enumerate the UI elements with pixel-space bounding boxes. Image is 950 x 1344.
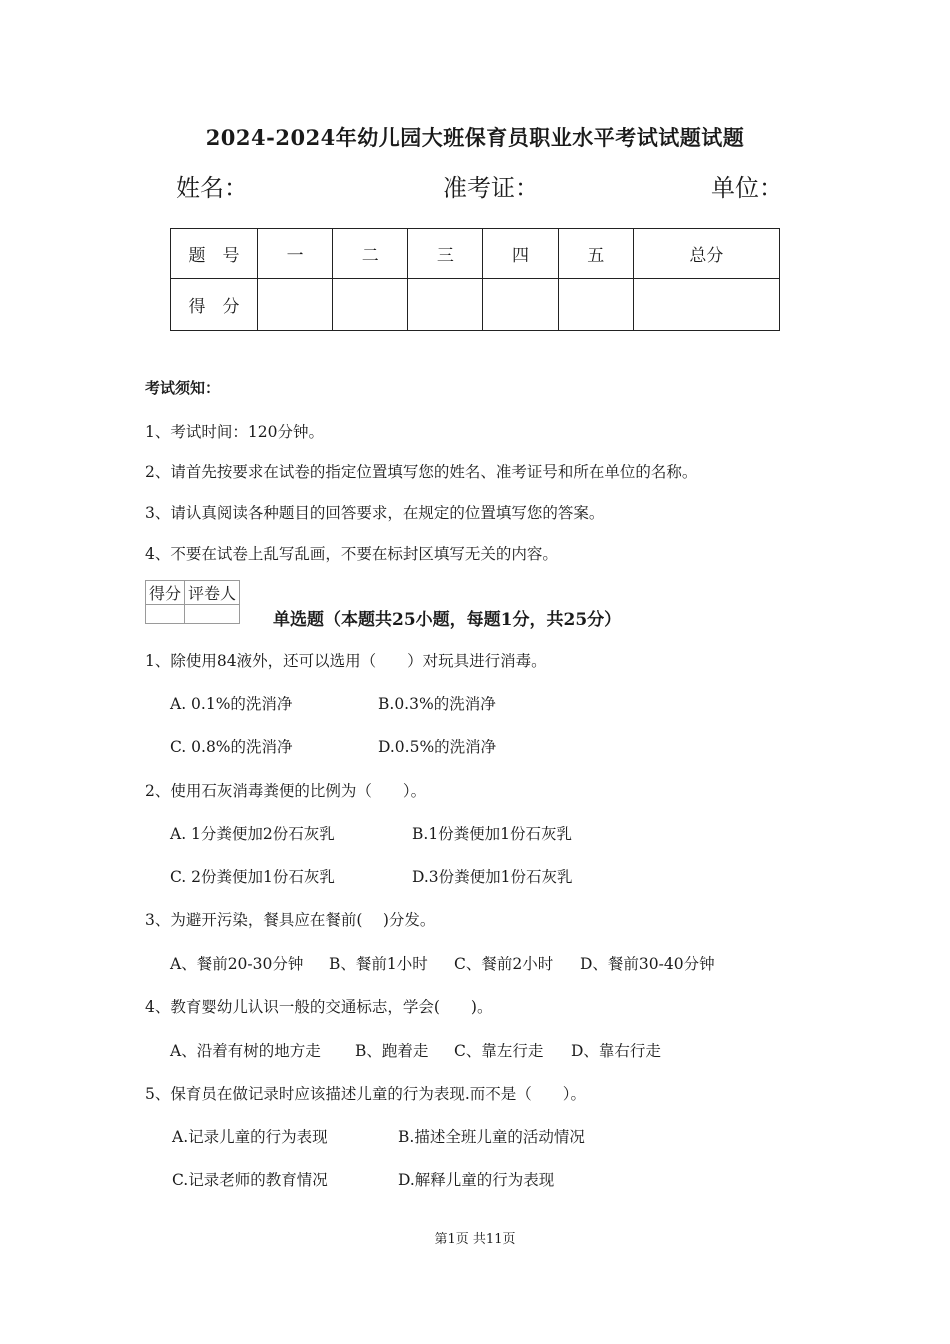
score-cell[interactable]	[483, 279, 558, 331]
question-option[interactable]: C、靠左行走	[454, 1042, 544, 1060]
question-stem: 2、使用石灰消毒粪便的比例为（ ）。	[145, 782, 427, 800]
score-table-header-cell: 题 号	[171, 229, 258, 279]
notice-heading: 考试须知：	[145, 379, 221, 397]
question-option[interactable]: D.0.5%的洗消净	[378, 738, 497, 756]
question-option[interactable]: B、跑着走	[355, 1042, 429, 1060]
question-option[interactable]: B.1份粪便加1份石灰乳	[412, 825, 573, 843]
question-option[interactable]: D、餐前30-40分钟	[580, 955, 715, 973]
score-cell[interactable]	[258, 279, 333, 331]
score-table	[170, 228, 780, 331]
question-option[interactable]: C. 0.8%的洗消净	[170, 738, 293, 756]
score-cell[interactable]	[633, 279, 779, 331]
score-table-header-row	[171, 229, 780, 279]
score-table-header-cell: 一	[258, 229, 333, 279]
grader-score-cell[interactable]	[146, 605, 185, 624]
question-option[interactable]: D.3份粪便加1份石灰乳	[412, 868, 573, 886]
question-stem: 1、除使用84液外，还可以选用（ ）对玩具进行消毒。	[145, 652, 547, 670]
question-stem: 3、为避开污染，餐具应在餐前( )分发。	[145, 911, 436, 929]
question-option[interactable]: A、沿着有树的地方走	[170, 1042, 321, 1060]
notice-item: 3、请认真阅读各种题目的回答要求，在规定的位置填写您的答案。	[145, 504, 605, 522]
question-option[interactable]: B.0.3%的洗消净	[378, 695, 496, 713]
score-table-header-cell: 五	[558, 229, 633, 279]
unit-field-label: 单位：	[711, 174, 783, 202]
question-option[interactable]: B、餐前1小时	[329, 955, 428, 973]
notice-item: 1、考试时间：120分钟。	[145, 423, 324, 441]
section-heading: 单选题（本题共25小题，每题1分，共25分）	[273, 610, 622, 630]
question-option[interactable]: A、餐前20-30分钟	[170, 955, 304, 973]
score-row-label: 得 分	[171, 279, 258, 331]
exam-title: 2024-2024年幼儿园大班保育员职业水平考试试题试题	[205, 125, 745, 150]
score-cell[interactable]	[333, 279, 408, 331]
score-table-header-cell: 总分	[633, 229, 779, 279]
question-option[interactable]: C. 2份粪便加1份石灰乳	[170, 868, 335, 886]
score-table-score-row	[171, 279, 780, 331]
score-cell[interactable]	[408, 279, 483, 331]
question-option[interactable]: A.记录儿童的行为表现	[172, 1128, 328, 1146]
name-field-label: 姓名：	[176, 174, 248, 202]
score-table-header-cell: 四	[483, 229, 558, 279]
score-table-header-cell: 三	[408, 229, 483, 279]
question-option[interactable]: D、靠右行走	[571, 1042, 661, 1060]
grader-name-label: 评卷人	[185, 581, 240, 605]
question-option[interactable]: C.记录老师的教育情况	[172, 1171, 328, 1189]
page-footer: 第1页 共11页	[434, 1232, 516, 1247]
question-stem: 5、保育员在做记录时应该描述儿童的行为表现.而不是（ ）。	[145, 1085, 587, 1103]
question-option[interactable]: A. 0.1%的洗消净	[170, 695, 293, 713]
grader-name-cell[interactable]	[185, 605, 240, 624]
grader-score-label: 得分	[146, 581, 185, 605]
question-option[interactable]: B.描述全班儿童的活动情况	[398, 1128, 585, 1146]
question-option[interactable]: D.解释儿童的行为表现	[398, 1171, 555, 1189]
question-stem: 4、教育婴幼儿认识一般的交通标志，学会( )。	[145, 998, 493, 1016]
grader-box	[145, 580, 240, 624]
exam-number-field-label: 准考证：	[443, 174, 539, 202]
notice-item: 2、请首先按要求在试卷的指定位置填写您的姓名、准考证号和所在单位的名称。	[145, 463, 698, 481]
question-option[interactable]: A. 1分粪便加2份石灰乳	[170, 825, 335, 843]
question-option[interactable]: C、餐前2小时	[454, 955, 554, 973]
score-table-header-cell: 二	[333, 229, 408, 279]
notice-item: 4、不要在试卷上乱写乱画，不要在标封区填写无关的内容。	[145, 545, 558, 563]
score-cell[interactable]	[558, 279, 633, 331]
